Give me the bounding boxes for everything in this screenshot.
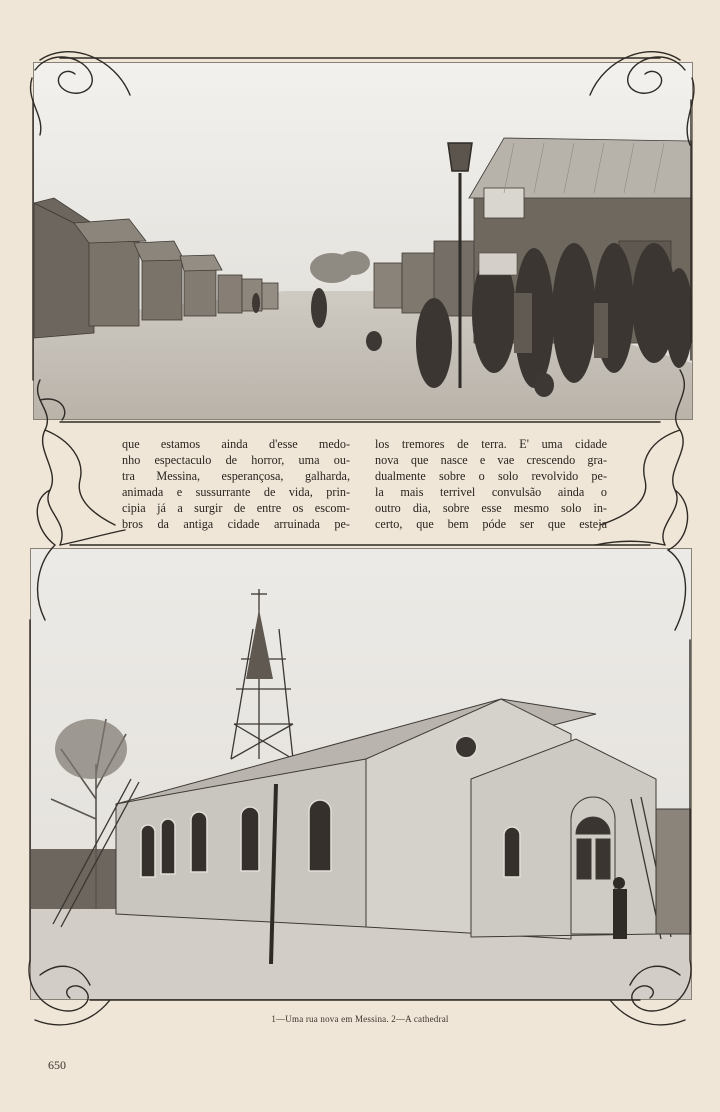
article-column-right — [375, 436, 607, 532]
text-line: dualmente sobre o solo revolvido pe- — [375, 469, 607, 483]
text-line: certo, que bem póde ser que esteja — [375, 517, 607, 531]
text-line: la mais terrivel convulsão ainda o — [375, 485, 607, 499]
text-line: los tremores de terra. E' uma cidade — [375, 437, 607, 451]
text-line: que estamos ainda d'esse medo- — [122, 437, 350, 451]
page-number: 650 — [48, 1058, 66, 1072]
figure-caption: 1—Uma rua nova em Messina. 2—A cathedral — [271, 1014, 449, 1024]
photo-cathedral — [30, 548, 692, 1000]
text-line: bros da antiga cidade arruinada pe- — [122, 517, 350, 531]
text-line: tra Messina, esperançosa, galharda, — [122, 469, 350, 483]
text-line: cipia já a surgir de entre os escom- — [122, 501, 350, 515]
text-line: nova que nasce e vae crescendo gra- — [375, 453, 607, 467]
cathedral-illustration — [31, 549, 691, 999]
street-scene-illustration — [34, 63, 692, 419]
text-line: outro dia, sobre esse mesmo solo in- — [375, 501, 607, 515]
article-column-left — [122, 436, 350, 532]
text-line: nho espectaculo de horror, uma ou- — [122, 453, 350, 467]
text-line: animada e sussurrante de vida, prin- — [122, 485, 350, 499]
photo-new-street-messina — [33, 62, 693, 420]
